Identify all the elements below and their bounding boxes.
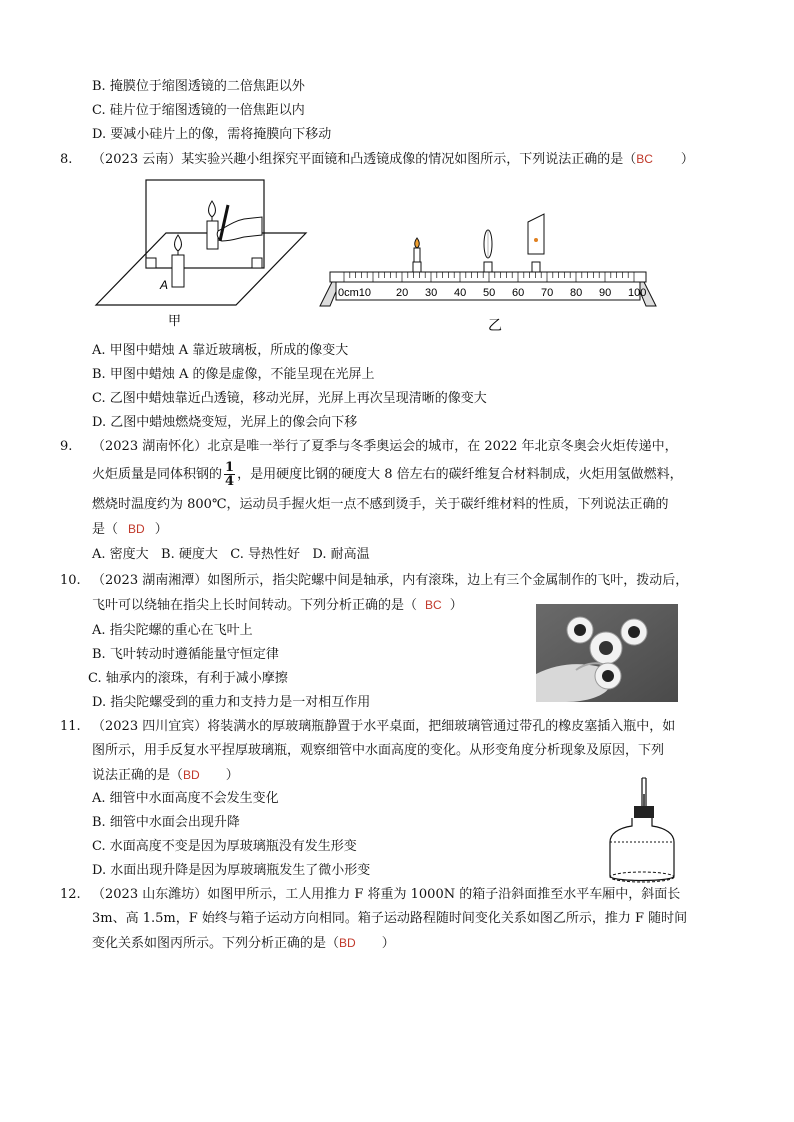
q9-answer: BD (128, 522, 145, 536)
candle-b-flame (209, 201, 216, 217)
q8-number: 8. (60, 152, 73, 167)
q8-option-c: C. 乙图中蜡烛靠近凸透镜，移动光屏，光屏上再次呈现清晰的像变大 (92, 391, 487, 406)
figure-jia-plane-mirror (94, 175, 324, 331)
bench-candle-flame (415, 238, 420, 248)
ruler-tick-label: 90 (599, 287, 612, 299)
q12-answer: BD (339, 936, 356, 950)
fidget-spinner-photo (536, 604, 678, 702)
q8-option-b: B. 甲图中蜡烛 A 的像是虚像，不能呈现在光屏上 (92, 367, 375, 382)
q8-answer: BC (636, 152, 653, 166)
candle-b (207, 221, 218, 249)
q10-option-c: C. 轴承内的滚珠，有利于减小摩擦 (88, 671, 288, 686)
figure-glass-bottle (596, 776, 688, 886)
q9-number: 9. (60, 439, 73, 454)
table-plane (96, 233, 306, 305)
q10-line2-pre: 飞叶可以绕轴在指尖上长时间转动。下列分析正确的是（ (92, 598, 418, 613)
q7-option-d: D. 要减小硅片上的像，需将掩膜向下移动 (92, 127, 332, 142)
ruler-tick-label: 30 (425, 287, 438, 299)
q11-line3-post: ） (225, 768, 239, 783)
q10-line2 (92, 596, 463, 615)
q11-number: 11. (60, 719, 81, 734)
q8-option-d: D. 乙图中蜡烛燃烧变短，光屏上的像会向下移 (92, 415, 358, 430)
q11-line3-pre: 说法正确的是（ (92, 768, 184, 783)
q12-line2: 3m、高 1.5m，F 始终与箱子运动方向相同。箱子运动路程随时间变化关系如图乙所示，推力 F 随时间 (92, 911, 688, 926)
q8-option-a: A. 甲图中蜡烛 A 靠近玻璃板，所成的像变大 (92, 343, 349, 358)
bottle-body (610, 818, 674, 881)
q11-line2: 图所示，用手反复水平捏厚玻璃瓶，观察细管中水面高度的变化。从形变角度分析现象及原因，下列 (92, 743, 665, 758)
q10-option-b: B. 飞叶转动时遵循能量守恒定律 (92, 647, 279, 662)
bearing (599, 641, 613, 655)
screen-image (534, 238, 538, 242)
ruler-tick-label: 70 (541, 287, 554, 299)
q9-line2-post: ，是用硬度比钢的硬度大 8 倍左右的碳纤维复合材料制成，火炬用氢做燃料， (237, 467, 683, 482)
q8-close: ） (680, 152, 694, 167)
ruler-tick-label: 40 (454, 287, 467, 299)
right-clamp (252, 258, 262, 268)
q8-stem-text: （2023 云南）某实验兴趣小组探究平面镜和凸透镜成像的情况如图所示，下列说法正确的是（ (92, 152, 637, 167)
q7-option-b: B. 掩膜位于缩图透镜的二倍焦距以外 (92, 79, 305, 94)
candle-a-flame (175, 235, 182, 251)
q11-line1-text: （2023 四川宜宾）将装满水的厚玻璃瓶静置于水平桌面，把细玻璃管通过带孔的橡皮塞插入瓶中，如 (92, 719, 676, 734)
q9-line4 (92, 520, 168, 539)
q11-option-a: A. 细管中水面高度不会发生变化 (92, 791, 279, 806)
q11-option-d: D. 水面出现升降是因为厚玻璃瓶发生了微小形变 (92, 863, 371, 878)
q10-option-d: D. 指尖陀螺受到的重力和支持力是一对相互作用 (92, 695, 371, 710)
figure-jia-caption: 甲 (168, 313, 182, 328)
rail-top (330, 272, 646, 282)
q11-line1 (60, 718, 675, 736)
rubber-stopper (634, 806, 654, 818)
q12-number: 12. (60, 887, 81, 902)
q9-line1-text: （2023 湖南怀化）北京是唯一举行了夏季与冬季奥运会的城市，在 2022 年北京冬奥会火炬传递中， (92, 439, 678, 454)
light-screen (528, 214, 544, 254)
ruler-tick-labels (396, 287, 646, 299)
q12-line3-pre: 变化关系如图丙所示。下列分析正确的是（ (92, 936, 340, 951)
q9-line2-pre: 火炬质量是同体积钢的 (92, 467, 223, 482)
q10-answer: BC (425, 598, 442, 612)
q11-option-c: C. 水面高度不变是因为厚玻璃瓶没有发生形变 (92, 839, 357, 854)
q10-number: 10. (60, 573, 81, 588)
q11-answer: BD (183, 768, 200, 782)
q12-line1-text: （2023 山东潍坊）如图甲所示，工人用推力 F 将重为 1000N 的箱子沿斜面推至水平车厢中，斜面长 (92, 887, 681, 902)
ruler-tick-label: 50 (483, 287, 496, 299)
q9-line3: 燃烧时温度约为 800℃，运动员手握火炬一点不感到烫手，关于碳纤维材料的性质，下列说法正确的 (92, 497, 669, 512)
ruler-tick-label: 80 (570, 287, 583, 299)
q8-stem (60, 150, 694, 169)
ruler-tick-label: 20 (396, 287, 409, 299)
q11-line3 (92, 766, 239, 785)
point-a-label: A (160, 278, 169, 292)
q12-line3 (92, 934, 395, 953)
q12-line1 (60, 886, 680, 904)
candle-a (172, 255, 184, 287)
q7-option-c: C. 硅片位于缩图透镜的一倍焦距以内 (92, 103, 305, 118)
q9-line1 (60, 438, 678, 456)
q9-fraction (224, 461, 235, 488)
q9-line2 (92, 460, 683, 490)
q9-options: A. 密度大 B. 硬度大 C. 导热性好 D. 耐高温 (92, 547, 370, 562)
ruler-tick-label: 60 (512, 287, 525, 299)
ruler-unit-label: 0cm10 (338, 287, 372, 299)
fraction-denominator: 4 (225, 474, 235, 489)
q10-line1 (60, 572, 688, 590)
bench-candle (414, 248, 420, 262)
q11-option-b: B. 细管中水面会出现升降 (92, 815, 240, 830)
figure-yi-caption: 乙 (488, 317, 502, 333)
left-clamp (146, 258, 156, 268)
q10-line2-post: ） (449, 598, 463, 613)
q9-line4-pre: 是（ (92, 522, 119, 537)
ruler-tick-label: 100 (628, 287, 647, 299)
q12-line3-post: ） (381, 936, 395, 951)
figure-yi-optical-bench (312, 210, 664, 334)
q9-line4-post: ） (154, 522, 168, 537)
q10-line1-text: （2023 湖南湘潭）如图所示，指尖陀螺中间是轴承，内有滚珠，边上有三个金属制作的飞叶，拨动后， (92, 573, 689, 588)
fraction-numerator: 1 (225, 460, 235, 475)
q10-option-a: A. 指尖陀螺的重心在飞叶上 (92, 623, 253, 638)
